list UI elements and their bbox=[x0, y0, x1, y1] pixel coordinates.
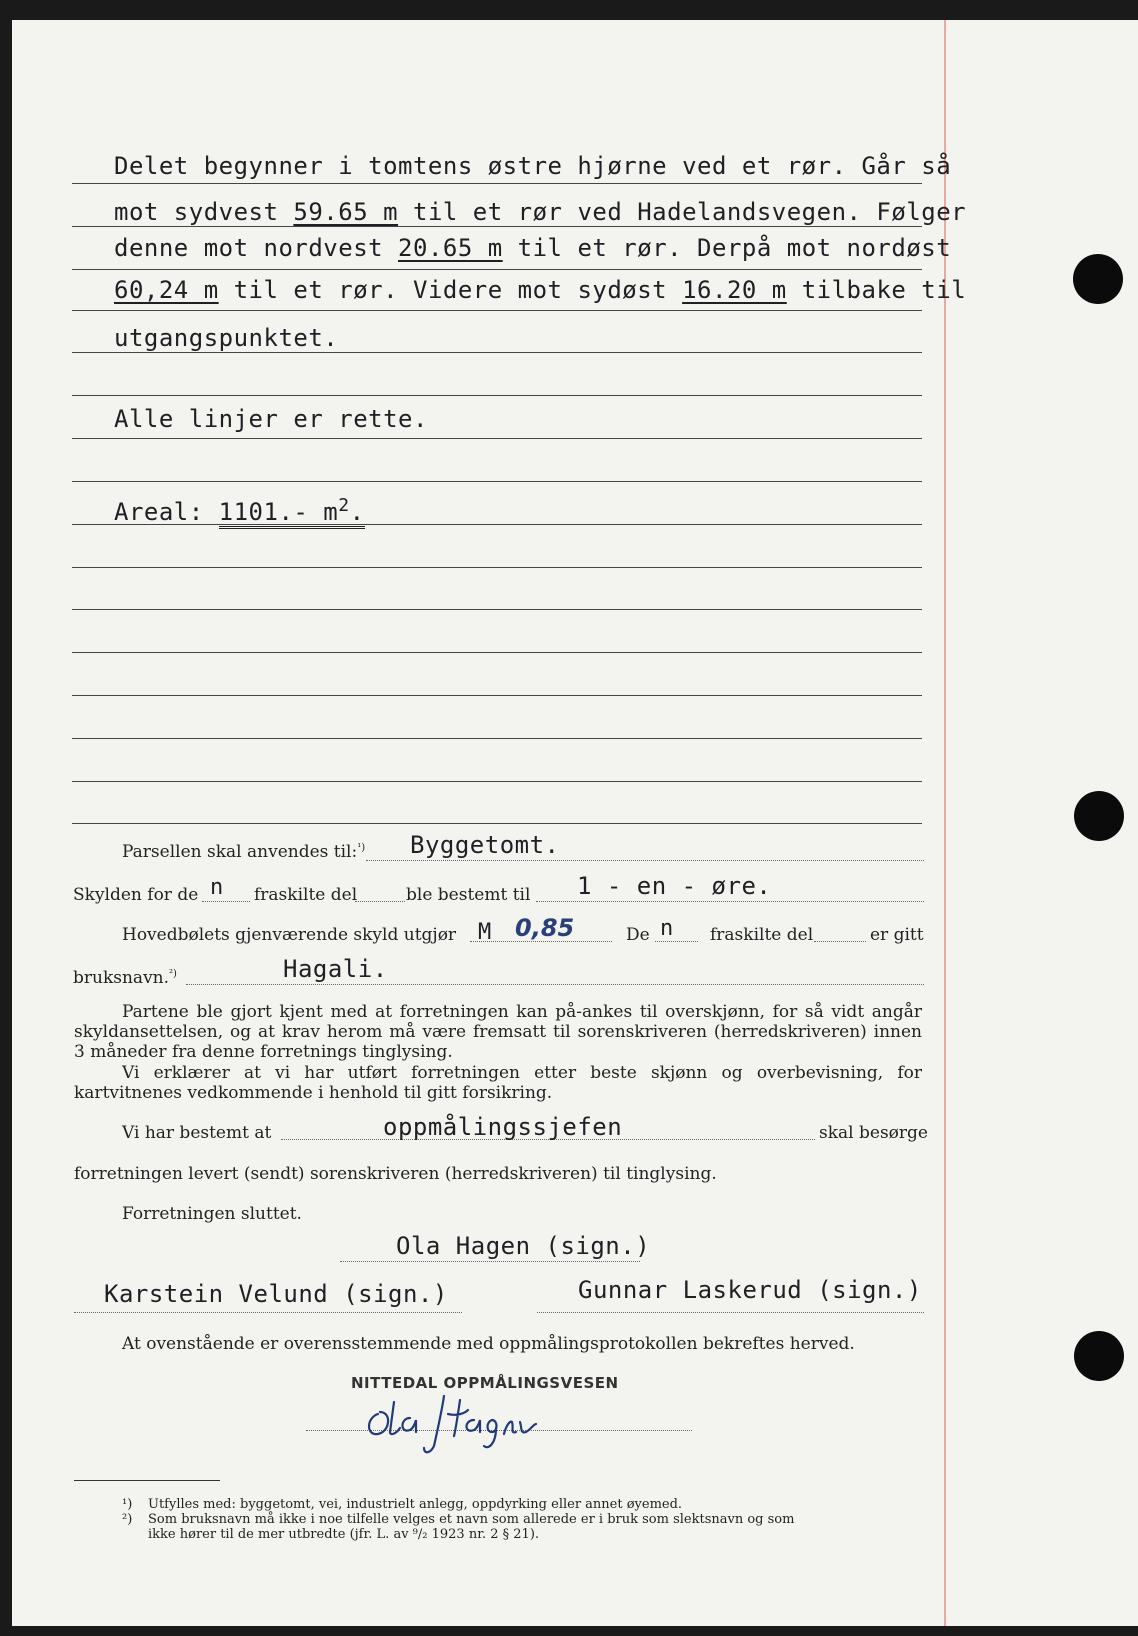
signature-ola-hagen: Ola Hagen (sign.) bbox=[396, 1232, 651, 1260]
typed-text: til et rør. Videre mot sydøst bbox=[218, 276, 683, 304]
signature-line bbox=[74, 1312, 462, 1313]
ruled-line bbox=[72, 183, 922, 184]
ruled-line bbox=[72, 695, 922, 696]
signature-karstein-velund: Karstein Velund (sign.) bbox=[104, 1280, 448, 1308]
typed-line-1: Delet begynner i tomtens østre hjørne ved et rør. Går så bbox=[114, 152, 952, 180]
bestemt-tail: skal besørge bbox=[819, 1123, 928, 1143]
ruled-line bbox=[72, 609, 922, 610]
measurement: 59.65 m bbox=[293, 198, 399, 226]
areal-number: 1101.- m bbox=[218, 498, 339, 526]
footnote-2a: Som bruksnavn må ikke i noe tilfelle velges et navn som allerede er i bruk som slektsnavn og som bbox=[148, 1512, 795, 1527]
bekreftes-line: At ovenstående er overensstemmende med oppmålingsprotokollen bekreftes herved. bbox=[122, 1334, 855, 1354]
levert-line: forretningen levert (sendt) sorenskriveren (herredskriveren) til tinglysing. bbox=[74, 1164, 717, 1184]
areal-line bbox=[114, 495, 365, 526]
bruksnavn-value: Hagali. bbox=[283, 955, 388, 983]
handwritten-signature bbox=[360, 1388, 550, 1458]
typed-line-2 bbox=[114, 198, 966, 226]
footnote-2-mark: ²) bbox=[122, 1512, 133, 1527]
hovedbol-gitt: er gitt bbox=[870, 925, 924, 945]
dotted-line bbox=[655, 941, 698, 942]
typed-line-5: utgangspunktet. bbox=[114, 324, 339, 352]
skylden-value: 1 - en - øre. bbox=[577, 872, 772, 900]
hovedbol-value: 0,85 bbox=[515, 914, 575, 942]
ruled-line bbox=[72, 269, 922, 270]
dotted-line bbox=[355, 901, 405, 902]
footnote-ref: ²) bbox=[169, 968, 177, 980]
ruled-line bbox=[72, 781, 922, 782]
skylden-bestemt: ble bestemt til bbox=[406, 885, 531, 905]
ruled-line bbox=[72, 652, 922, 653]
dotted-line bbox=[536, 901, 924, 902]
dotted-line bbox=[366, 860, 924, 861]
areal-superscript: 2 bbox=[338, 495, 350, 516]
typed-text: tilbake til bbox=[786, 276, 967, 304]
typed-text: til et rør. Derpå mot nordøst bbox=[502, 234, 952, 262]
bruksnavn-label bbox=[73, 968, 177, 988]
parsellen-label bbox=[122, 842, 365, 862]
typed-text: til et rør ved Hadelandsvegen. Følger bbox=[398, 198, 967, 226]
ruled-line bbox=[72, 823, 922, 824]
measurement: 16.20 m bbox=[682, 276, 787, 304]
label-text: Parsellen skal anvendes til: bbox=[122, 842, 358, 862]
footnote-2b: ikke hører til de mer utbredte (jfr. L. av ⁹/₂ 1923 nr. 2 § 21). bbox=[148, 1527, 540, 1542]
ruled-line bbox=[72, 310, 922, 311]
hovedbol-fraskilte: fraskilte del bbox=[710, 925, 814, 945]
measurement: 20.65 m bbox=[398, 234, 503, 262]
bestemt-value: oppmålingssjefen bbox=[383, 1113, 623, 1141]
areal-value bbox=[218, 495, 365, 529]
punch-hole bbox=[1074, 791, 1124, 841]
ruled-line bbox=[72, 738, 922, 739]
signature-line bbox=[537, 1312, 924, 1313]
hovedbol-m: M bbox=[478, 920, 492, 945]
punch-hole bbox=[1073, 254, 1123, 304]
label-text: bruksnavn. bbox=[73, 968, 170, 988]
bestemt-label: Vi har bestemt at bbox=[122, 1123, 272, 1143]
skylden-label: Skylden for de bbox=[73, 885, 199, 905]
typed-text: denne mot nordvest bbox=[114, 234, 399, 262]
areal-dot: . bbox=[349, 498, 365, 526]
ruled-line bbox=[72, 395, 922, 396]
erklaering-paragraph: Vi erklærer at vi har utført forretningen etter beste skjønn og overbevisning, for kartvitnenes vedkommende i henhold til gitt forsikring. bbox=[74, 1063, 922, 1103]
signature-line bbox=[340, 1261, 640, 1262]
sluttet-line: Forretningen sluttet. bbox=[122, 1204, 302, 1224]
typed-line-4 bbox=[114, 276, 966, 304]
office-stamp: NITTEDAL OPPMÅLINGSVESEN bbox=[351, 1374, 619, 1392]
footnote-1: Utfylles med: byggetomt, vei, industrielt anlegg, oppdyrking eller annet øyemed. bbox=[148, 1497, 683, 1512]
footnote-rule bbox=[74, 1480, 220, 1481]
skylden-n: n bbox=[210, 875, 224, 900]
ruled-line bbox=[72, 226, 922, 227]
footnote-1-mark: ¹) bbox=[122, 1497, 133, 1512]
dotted-line bbox=[202, 901, 250, 902]
hovedbol-de: De bbox=[626, 925, 650, 945]
areal-label: Areal: bbox=[114, 498, 204, 526]
typed-line-6: Alle linjer er rette. bbox=[114, 405, 428, 433]
dotted-line bbox=[814, 941, 866, 942]
parsellen-value: Byggetomt. bbox=[410, 831, 560, 859]
punch-hole bbox=[1074, 1331, 1124, 1381]
partene-paragraph: Partene ble gjort kjent med at forretningen kan på-ankes til overskjønn, for så vidt angår skyldansettelsen, og at krav herom må være fremsatt til sorenskriveren (herredskriveren) innen 3 måneder fra denne forretnings tinglysing. bbox=[74, 1002, 922, 1062]
typed-line-3 bbox=[114, 234, 951, 262]
typed-text: mot sydvest bbox=[114, 198, 294, 226]
ruled-line bbox=[72, 481, 922, 482]
ruled-line bbox=[72, 567, 922, 568]
skylden-fraskilte: fraskilte del bbox=[254, 885, 358, 905]
signature-gunnar-laskerud: Gunnar Laskerud (sign.) bbox=[578, 1276, 922, 1304]
ruled-line bbox=[72, 438, 922, 439]
footnote-ref: ¹) bbox=[357, 842, 366, 854]
hovedbol-label: Hovedbølets gjenværende skyld utgjør bbox=[122, 925, 457, 945]
dotted-line bbox=[186, 984, 924, 985]
measurement: 60,24 m bbox=[114, 276, 219, 304]
ruled-line bbox=[72, 352, 922, 353]
hovedbol-n: n bbox=[660, 916, 674, 941]
